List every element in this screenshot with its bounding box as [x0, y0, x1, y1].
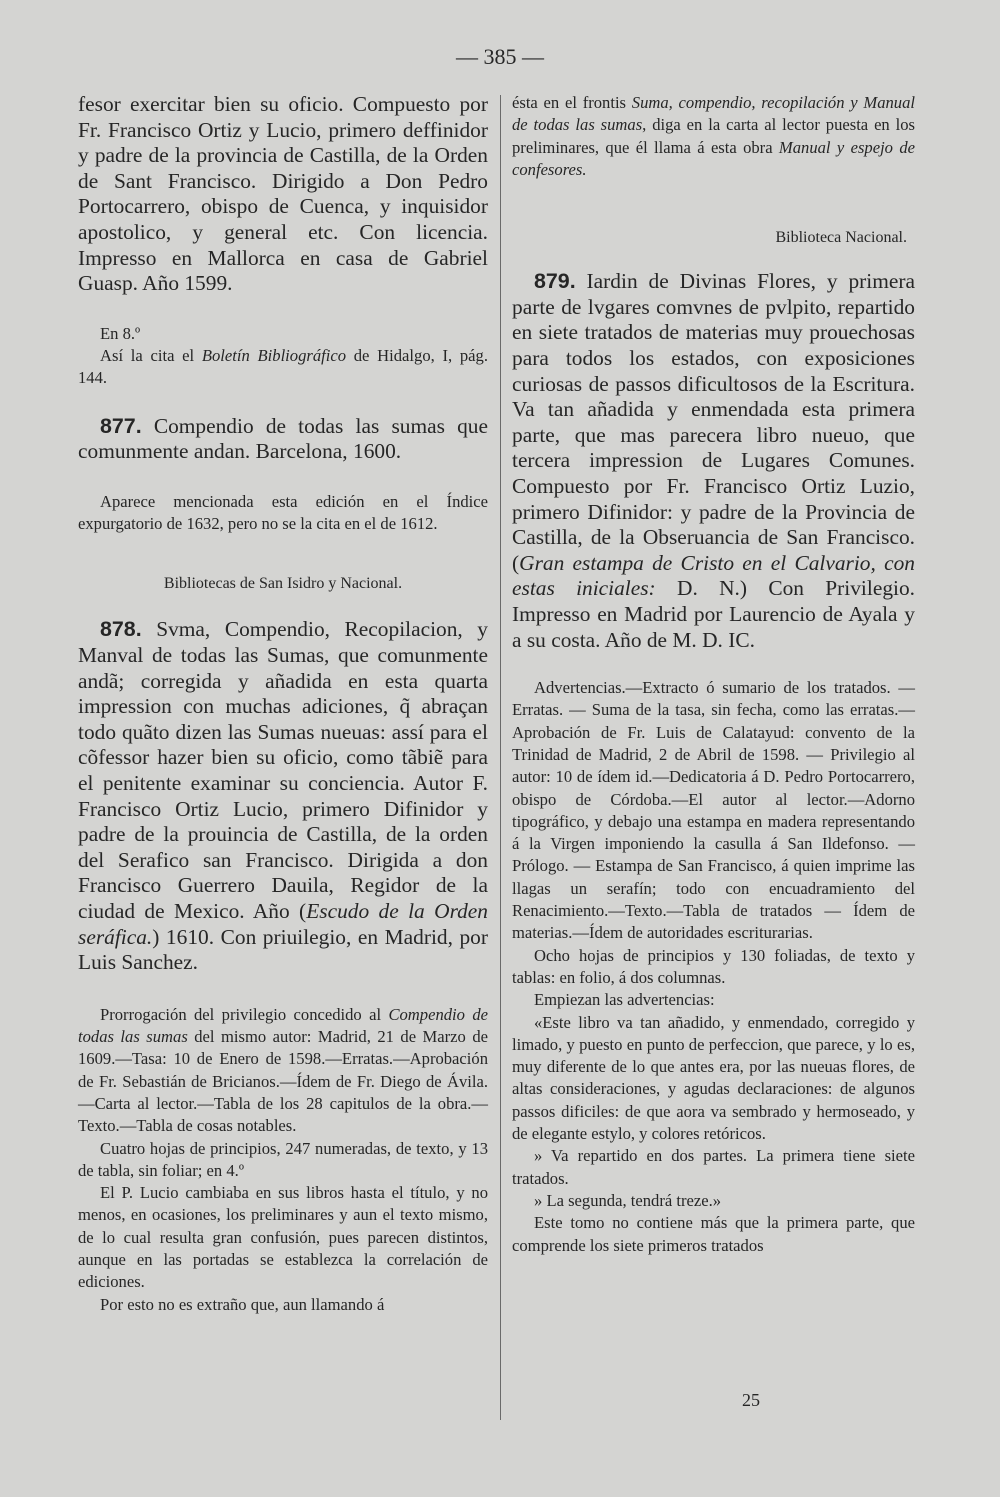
entry-879-intro: Empiezan las advertencias: [534, 990, 715, 1010]
entry-878-title: 878. Svma, Compendio, Recopilacion, y Manval de todas las Sumas, que comunmente andã; corregida y añadida en esta quarta impression con muchas adiciones, q̃ abraçan todo quãto dizen las Sumas nueuas: assí para el cõfessor hazer bien su oficio, como tãbiẽ para el penitente examinar su conciencia. Autor F. Francisco Ortiz Lucio, primero Difinidor y padre de la prouincia de Castilla, de la orden del Serafico san Francisco. Dirigida a don Francisco Guerrero Dauila, Regidor de la ciudad de Mexico. Año (Escudo de la Orden seráfica.) 1610. Con priuilegio, en Madrid, por Luis Sanchez. [78, 617, 488, 975]
entry-877-note: Aparece mencionada esta edición en el Índice expurgatorio de 1632, pero no se la cita en el de 1612. [78, 491, 488, 534]
entry-879-title: 879. Iardin de Divinas Flores, y primera parte de lvgares comvnes de pvlpito, repartido en siete tratados de materias muy prouechosas para todos los estados, con exposiciones curiosas de passos dificultosos de la Escritura. Va tan añadida y enmendada esta primera parte, que mas parecera libro nueuo, que tercera impression de Lugares Comunes. Compuesto por Fr. Francisco Ortiz Luzio, primero Difinidor: y padre de la Provincia de Castilla, de la Obseruancia de San Francisco. (Gran estampa de Cristo en el Calvario, con estas iniciales: D. N.) Con Privilegio. Impresso en Madrid por Laurencio de Ayala y a su costa. Año de M. D. IC. [512, 269, 915, 652]
entry-878-collation: Cuatro hojas de principios, 247 numeradas, de texto, y 13 de tabla, sin foliar; en 4.º [78, 1138, 488, 1180]
entry-879-quote-part-3: » La segunda, tendrá treze.» [534, 1190, 722, 1210]
signature-mark-row [0, 1390, 1000, 1411]
entry-878-remark: El P. Lucio cambiaba en sus libros hasta el título, y no menos, en ocasiones, los preliminares y aun el texto mismo, de lo cual resulta gran confusión, pues parecen distintos, aunque en las portadas se establezca la correlación de ediciones. [78, 1183, 488, 1292]
entry-878-number: 878. [100, 617, 142, 642]
entry-879-quote-part-2: » Va repartido en dos partes. La primera tiene siete tratados. [512, 1146, 915, 1188]
entry-879-quote-part-1: «Este libro va tan añadido, y enmendado, corregido y limado, y puesto en punto de perfeccion, que parece, y lo es, muy diferente de lo que antes era, por las nueuas flores, de altas consideraciones, y agudas declaraciones: de algunos passos dificiles: de que aora va sembrado y hermoseado, y de elegante estylo, y colores retóricos. [512, 1012, 915, 1144]
entry-879-closing: Este tomo no contiene más que la primera parte, que comprende los siete primeros tratados [512, 1213, 915, 1255]
entry-877-title: 877. Compendio de todas las sumas que comunmente andan. Barcelona, 1600. [78, 413, 488, 464]
entry-876-continuation: fesor exercitar bien su oficio. Compuesto por Fr. Francisco Ortiz y Lucio, primero deffinidor y padre de la provincia de Castilla, de la Orden de Sant Francisco. Dirigido a Don Pedro Portocarrero, obispo de Cuenca, y inquisidor apostolico, y general etc. Con licencia. Impresso en Mallorca en casa de Gabriel Guasp. Año 1599. [78, 92, 488, 296]
entry-876-note: Así la cita el Boletín Bibliográfico de Hidalgo, I, pág. 144. [78, 346, 488, 388]
signature-mark: 25 [742, 1390, 760, 1410]
entry-877-number: 877. [100, 413, 142, 438]
left-column [78, 92, 488, 1316]
entry-878-remark-continued: Por esto no es extraño que, aun llamando á [100, 1294, 385, 1314]
page-number: — 385 — [456, 44, 544, 69]
entry-879-number: 879. [534, 269, 576, 294]
entry-879-description: Advertencias.—Extracto ó sumario de los tratados. — Erratas. — Suma de la tasa, sin fecha, como las erratas.—Aprobación de Fr. Luis de Calatayud: convento de la Trinidad de Madrid, 2 de Abril de 1598. — Privilegio al autor: 10 de ídem id.—Dedicatoria á D. Pedro Portocarrero, obispo de Córdoba.—El autor al lector.—Adorno tipográfico, y debajo una estampa en madera representando á la Virgen imponiendo la casulla á San Ildefonso. — Prólogo. — Estampa de San Francisco, á quien imprime las llagas un serafín; todo con encuadramiento del Renacimiento.—Texto.—Tabla de tratados — Ídem de materias.—Ídem de autoridades escriturarias. [512, 678, 915, 943]
entry-878-description: Prorrogación del privilegio concedido al Compendio de todas las sumas del mismo autor: Madrid, 21 de Marzo de 1609.—Tasa: 10 de Enero de 1598.—Erratas.—Aprobación de Fr. Sebastián de Bricianos.—Ídem de Fr. Diego de Ávila. —Carta al lector.—Tabla de los 28 capitulos de la obra.—Texto.—Tabla de cosas notables. [78, 1004, 488, 1136]
entry-878-library: Biblioteca Nacional. [775, 229, 907, 247]
entry-877-library: Bibliotecas de San Isidro y Nacional. [163, 575, 403, 593]
entry-879-collation: Ocho hojas de principios y 130 foliadas, de texto y tablas: en folio, á dos columnas. [512, 945, 915, 987]
entry-878-note-continuation: ésta en el frontis Suma, compendio, recopilación y Manual de todas las sumas, diga en la carta al lector puesta en los preliminares, que él llama á esta obra Manual y espejo de confesores. [512, 93, 916, 179]
entry-876-format: En 8.º [100, 323, 141, 343]
column-divider [500, 95, 501, 1420]
right-column [512, 92, 915, 1257]
